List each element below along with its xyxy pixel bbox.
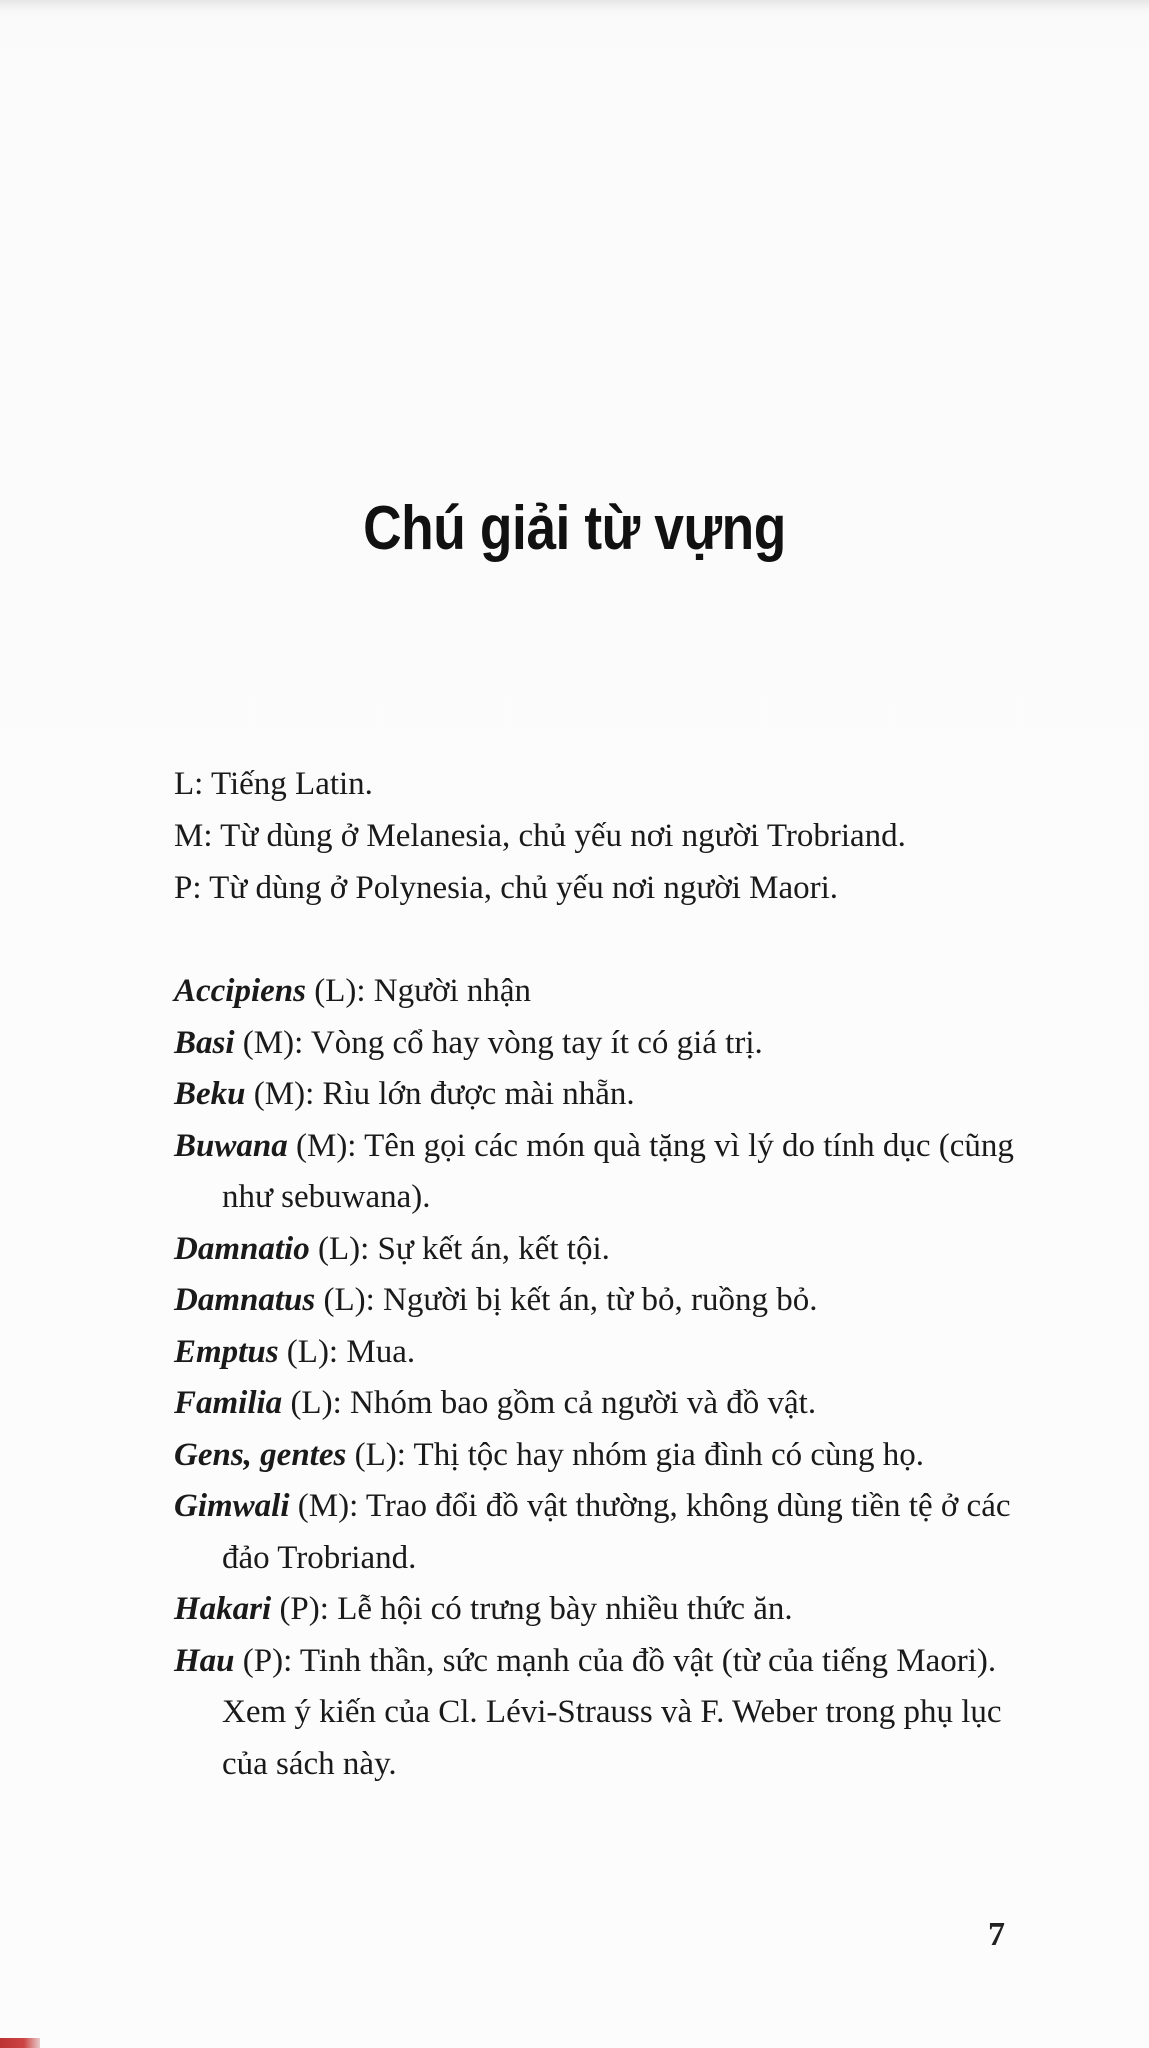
glossary-term: Hau: [174, 1642, 235, 1679]
glossary-definition: (P): Tinh thần, sức mạnh của đồ vật (từ của tiếng Maori). Xem ý kiến của Cl. Lévi-Strauss và F. Weber trong phụ lục của sách này.: [222, 1642, 1002, 1782]
glossary-definition: (L): Mua.: [278, 1333, 416, 1370]
glossary-term: Gens, gentes: [174, 1436, 347, 1473]
glossary-definition: (P): Lễ hội có trưng bày nhiều thức ăn.: [271, 1591, 793, 1627]
glossary-term: Damnatus: [174, 1282, 316, 1318]
glossary-definition: (M): Tên gọi các món quà tặng vì lý do tính dục (cũng như sebuwana).: [222, 1127, 1014, 1215]
glossary-list: [174, 966, 1044, 1790]
glossary-entry: [174, 1327, 1044, 1379]
glossary-definition: (L): Nhóm bao gồm cả người và đồ vật.: [282, 1385, 817, 1421]
glossary-entry: [174, 1378, 1044, 1430]
glossary-definition: (M): Vòng cổ hay vòng tay ít có giá trị.: [234, 1024, 763, 1061]
glossary-entry: [174, 1275, 1044, 1327]
glossary-term: Emptus: [174, 1333, 279, 1370]
glossary-entry: [174, 1069, 1044, 1121]
glossary-term: Beku: [174, 1076, 246, 1112]
glossary-entry: [174, 966, 1044, 1018]
glossary-term: Basi: [174, 1024, 235, 1061]
glossary-definition: (M): Rìu lớn được mài nhẵn.: [245, 1076, 635, 1112]
glossary-definition: (L): Người nhận: [305, 973, 532, 1009]
abbreviation-latin: L: Tiếng Latin.: [174, 766, 373, 802]
glossary-term: Buwana: [174, 1127, 288, 1164]
glossary-definition: (M): Trao đổi đồ vật thường, không dùng tiền tệ ở các đảo Trobriand.: [222, 1488, 1011, 1576]
abbreviation-polynesia: P: Từ dùng ở Polynesia, chủ yếu nơi người Maori.: [174, 870, 839, 906]
glossary-term: Gimwali: [174, 1488, 290, 1524]
page-number: 7: [988, 1916, 1005, 1953]
page-title: Chú giải từ vựng: [363, 494, 786, 563]
glossary-entry: [174, 1018, 1044, 1070]
glossary-entry: [174, 1636, 1044, 1791]
glossary-entry: [174, 1481, 1044, 1584]
glossary-term: Hakari: [174, 1591, 272, 1627]
glossary-definition: (L): Thị tộc hay nhóm gia đình có cùng họ.: [346, 1436, 925, 1473]
abbreviation-list: [174, 758, 1054, 914]
glossary-entry: [174, 1121, 1044, 1224]
glossary-entry: [174, 1224, 1044, 1276]
abbreviation-melanesia: M: Từ dùng ở Melanesia, chủ yếu nơi người Trobriand.: [174, 818, 906, 854]
glossary-definition: (L): Sự kết án, kết tội.: [309, 1230, 610, 1267]
glossary-term: Damnatio: [174, 1230, 310, 1267]
glossary-term: Familia: [174, 1385, 283, 1421]
corner-mark: [0, 2038, 40, 2048]
page-top-edge: [0, 0, 1149, 10]
glossary-entry: [174, 1430, 1044, 1482]
glossary-entry: [174, 1584, 1044, 1636]
glossary-term: Accipiens: [174, 973, 306, 1009]
glossary-definition: (L): Người bị kết án, từ bỏ, ruồng bỏ.: [315, 1282, 818, 1318]
